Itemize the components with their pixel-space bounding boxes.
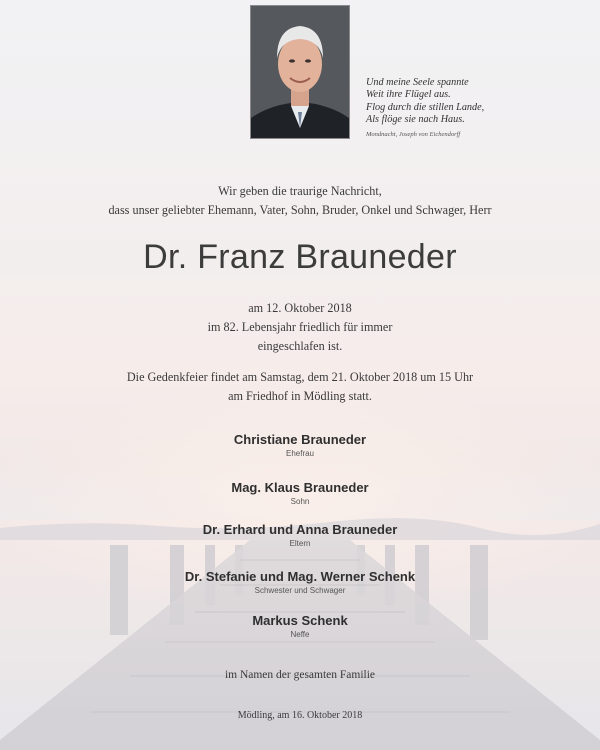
portrait-photo	[250, 5, 350, 139]
mourner-entry	[0, 480, 600, 506]
deceased-name: Dr. Franz Brauneder	[143, 238, 457, 276]
poem-credit: Mondnacht, Joseph von Eichendorff	[366, 130, 461, 138]
mourner-relation: Schwester und Schwager	[254, 586, 346, 595]
poem-quote	[366, 77, 586, 141]
death-line: im 82. Lebensjahr friedlich für immer	[207, 320, 393, 334]
intro-text	[0, 182, 600, 220]
mourner-name: Markus Schenk	[252, 613, 348, 628]
ceremony-info	[0, 368, 600, 406]
mourner-relation: Ehefrau	[285, 449, 315, 458]
family-note: im Namen der gesamten Familie	[224, 669, 376, 681]
mourner-name: Mag. Klaus Brauneder	[231, 480, 369, 495]
mourner-entry	[0, 569, 600, 595]
intro-line: dass unser geliebter Ehemann, Vater, Sohn, Bruder, Onkel und Schwager, Herr	[108, 203, 492, 217]
poem-line: Als flöge sie nach Haus.	[366, 114, 465, 126]
mourner-relation: Sohn	[290, 497, 310, 506]
mourner-entry	[0, 432, 600, 458]
ceremony-line: Die Gedenkfeier findet am Samstag, dem 21. Oktober 2018 um 15 Uhr	[126, 370, 474, 384]
ceremony-line: am Friedhof in Mödling statt.	[228, 389, 372, 403]
mourner-relation: Neffe	[290, 630, 310, 639]
death-date: am 12. Oktober 2018	[248, 301, 352, 315]
death-line: eingeschlafen ist.	[257, 339, 343, 353]
mourner-name: Dr. Erhard und Anna Brauneder	[202, 522, 398, 537]
death-notice	[0, 299, 600, 356]
mourner-relation: Eltern	[289, 539, 311, 548]
poem-line: Und meine Seele spannte	[366, 77, 469, 88]
mourner-name: Dr. Stefanie und Mag. Werner Schenk	[184, 569, 416, 584]
portrait-image	[251, 6, 349, 138]
poem-line: Weit ihre Flügel aus.	[366, 89, 451, 101]
mourner-entry	[0, 522, 600, 548]
mourner-name: Christiane Brauneder	[233, 432, 367, 447]
intro-line: Wir geben die traurige Nachricht,	[218, 184, 382, 198]
place-date: Mödling, am 16. Oktober 2018	[237, 710, 363, 721]
mourner-entry	[0, 613, 600, 639]
poem-line: Flog durch die stillen Lande,	[366, 101, 485, 113]
